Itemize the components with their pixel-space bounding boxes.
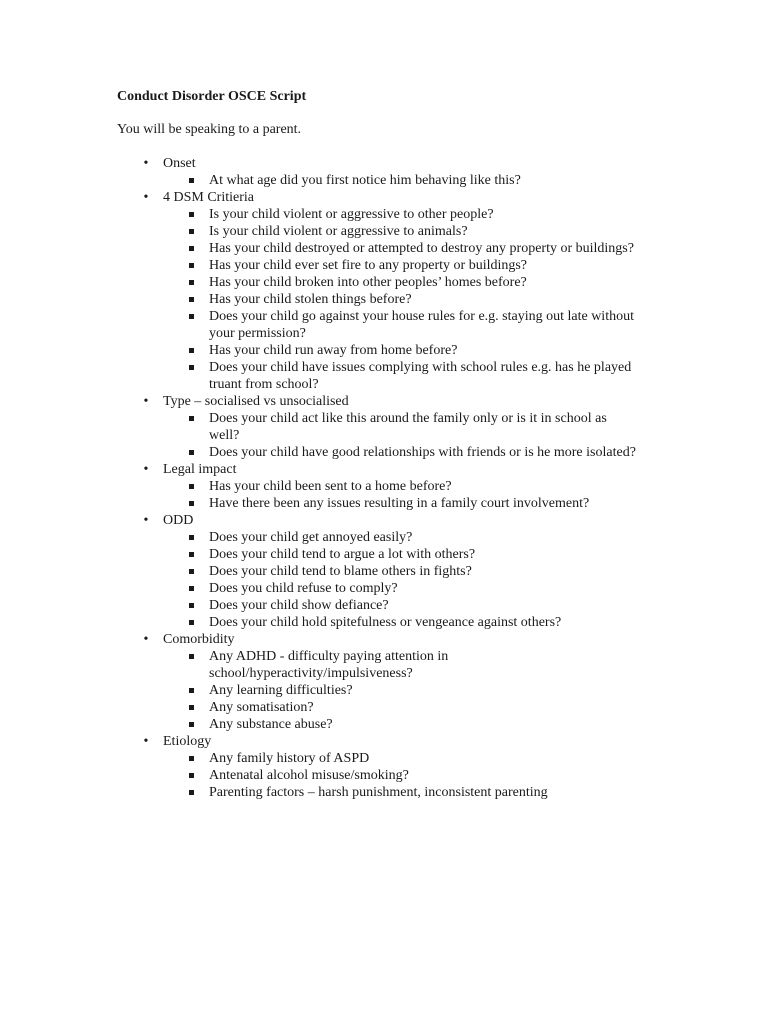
question-text: Does your child have good relationships with friends or is he more isolated?: [209, 445, 636, 460]
question-item: [0, 291, 639, 308]
square-bullet-icon: [189, 450, 194, 455]
question-item: [0, 308, 639, 342]
square-bullet-icon: [189, 603, 194, 608]
square-bullet-icon: [189, 790, 194, 795]
question-text: Does your child act like this around the family only or is it in school as well?: [209, 411, 607, 443]
section-heading-label: Comorbidity: [163, 632, 235, 647]
question-item: [0, 648, 639, 682]
question-list: [0, 478, 768, 512]
section-legal-impact: [0, 461, 768, 512]
square-bullet-icon: [189, 229, 194, 234]
question-item: [0, 478, 639, 495]
question-item: [0, 359, 639, 393]
round-bullet-icon: •: [143, 394, 149, 409]
square-bullet-icon: [189, 246, 194, 251]
osce-outline: [0, 155, 768, 801]
section-heading: [0, 512, 768, 529]
square-bullet-icon: [189, 569, 194, 574]
question-item: [0, 410, 639, 444]
section-odd: [0, 512, 768, 631]
question-list: [0, 648, 768, 733]
square-bullet-icon: [189, 416, 194, 421]
section-onset: [0, 155, 768, 189]
square-bullet-icon: [189, 705, 194, 710]
question-text: Any family history of ASPD: [209, 751, 370, 766]
section-4-dsm-critieria: [0, 189, 768, 393]
question-text: Does your child tend to argue a lot with others?: [209, 547, 476, 562]
square-bullet-icon: [189, 280, 194, 285]
question-text: Does your child hold spitefulness or vengeance against others?: [209, 615, 562, 630]
question-item: [0, 716, 639, 733]
section-heading-label: Legal impact: [163, 462, 237, 477]
section-etiology: [0, 733, 768, 801]
question-text: Does your child show defiance?: [209, 598, 389, 613]
question-item: [0, 597, 639, 614]
square-bullet-icon: [189, 688, 194, 693]
question-list: [0, 172, 768, 189]
question-item: [0, 206, 639, 223]
question-text: Does your child have issues complying with school rules e.g. has he played truant from school?: [209, 360, 632, 392]
question-item: [0, 274, 639, 291]
question-list: [0, 410, 768, 461]
question-item: [0, 614, 639, 631]
question-item: [0, 546, 639, 563]
question-text: Does your child get annoyed easily?: [209, 530, 413, 545]
section-heading: [0, 393, 768, 410]
square-bullet-icon: [189, 297, 194, 302]
section-heading: [0, 631, 768, 648]
question-text: Does you child refuse to comply?: [209, 581, 398, 596]
question-list: [0, 529, 768, 631]
question-item: [0, 495, 639, 512]
round-bullet-icon: •: [143, 190, 149, 205]
round-bullet-icon: •: [143, 734, 149, 749]
question-text: Has your child ever set fire to any property or buildings?: [209, 258, 528, 273]
section-heading: [0, 189, 768, 206]
question-text: Has your child broken into other peoples’ homes before?: [209, 275, 527, 290]
question-text: Has your child been sent to a home before?: [209, 479, 452, 494]
square-bullet-icon: [189, 586, 194, 591]
section-heading: [0, 461, 768, 478]
round-bullet-icon: •: [143, 513, 149, 528]
question-text: Parenting factors – harsh punishment, inconsistent parenting: [209, 785, 548, 800]
question-item: [0, 750, 639, 767]
round-bullet-icon: •: [143, 462, 149, 477]
square-bullet-icon: [189, 348, 194, 353]
question-item: [0, 529, 639, 546]
question-text: Any ADHD - difficulty paying attention in school/hyperactivity/impulsiveness?: [209, 649, 449, 681]
square-bullet-icon: [189, 535, 194, 540]
question-text: Is your child violent or aggressive to other people?: [209, 207, 494, 222]
question-text: Does your child tend to blame others in fights?: [209, 564, 472, 579]
section-heading-label: Onset: [163, 156, 196, 171]
square-bullet-icon: [189, 756, 194, 761]
square-bullet-icon: [189, 620, 194, 625]
question-text: Has your child run away from home before?: [209, 343, 458, 358]
question-text: Any somatisation?: [209, 700, 314, 715]
square-bullet-icon: [189, 484, 194, 489]
question-item: [0, 172, 639, 189]
question-text: Has your child stolen things before?: [209, 292, 412, 307]
square-bullet-icon: [189, 178, 194, 183]
square-bullet-icon: [189, 552, 194, 557]
question-text: Any substance abuse?: [209, 717, 333, 732]
question-item: [0, 699, 639, 716]
question-item: [0, 240, 639, 257]
section-heading-label: ODD: [163, 513, 194, 528]
question-item: [0, 767, 639, 784]
square-bullet-icon: [189, 212, 194, 217]
question-item: [0, 580, 639, 597]
square-bullet-icon: [189, 314, 194, 319]
document-title: Conduct Disorder OSCE Script: [117, 89, 307, 104]
square-bullet-icon: [189, 722, 194, 727]
question-text: Antenatal alcohol misuse/smoking?: [209, 768, 409, 783]
question-text: Is your child violent or aggressive to animals?: [209, 224, 468, 239]
intro-text: You will be speaking to a parent.: [117, 122, 302, 137]
section-heading-label: Etiology: [163, 734, 212, 749]
section-heading: [0, 733, 768, 750]
question-item: [0, 257, 639, 274]
section-type-socialised-vs-unsocialised: [0, 393, 768, 461]
question-text: Any learning difficulties?: [209, 683, 353, 698]
square-bullet-icon: [189, 263, 194, 268]
question-text: Has your child destroyed or attempted to destroy any property or buildings?: [209, 241, 634, 256]
question-list: [0, 206, 768, 393]
question-item: [0, 223, 639, 240]
section-heading-label: 4 DSM Critieria: [163, 190, 254, 205]
round-bullet-icon: •: [143, 632, 149, 647]
question-text: Does your child go against your house rules for e.g. staying out late without your permission?: [209, 309, 634, 341]
section-comorbidity: [0, 631, 768, 733]
square-bullet-icon: [189, 365, 194, 370]
square-bullet-icon: [189, 654, 194, 659]
question-text: At what age did you first notice him behaving like this?: [209, 173, 521, 188]
question-text: Have there been any issues resulting in a family court involvement?: [209, 496, 590, 511]
question-item: [0, 342, 639, 359]
question-item: [0, 444, 639, 461]
question-item: [0, 682, 639, 699]
question-item: [0, 563, 639, 580]
square-bullet-icon: [189, 773, 194, 778]
section-heading-label: Type – socialised vs unsocialised: [163, 394, 349, 409]
round-bullet-icon: •: [143, 156, 149, 171]
section-heading: [0, 155, 768, 172]
question-list: [0, 750, 768, 801]
question-item: [0, 784, 639, 801]
square-bullet-icon: [189, 501, 194, 506]
